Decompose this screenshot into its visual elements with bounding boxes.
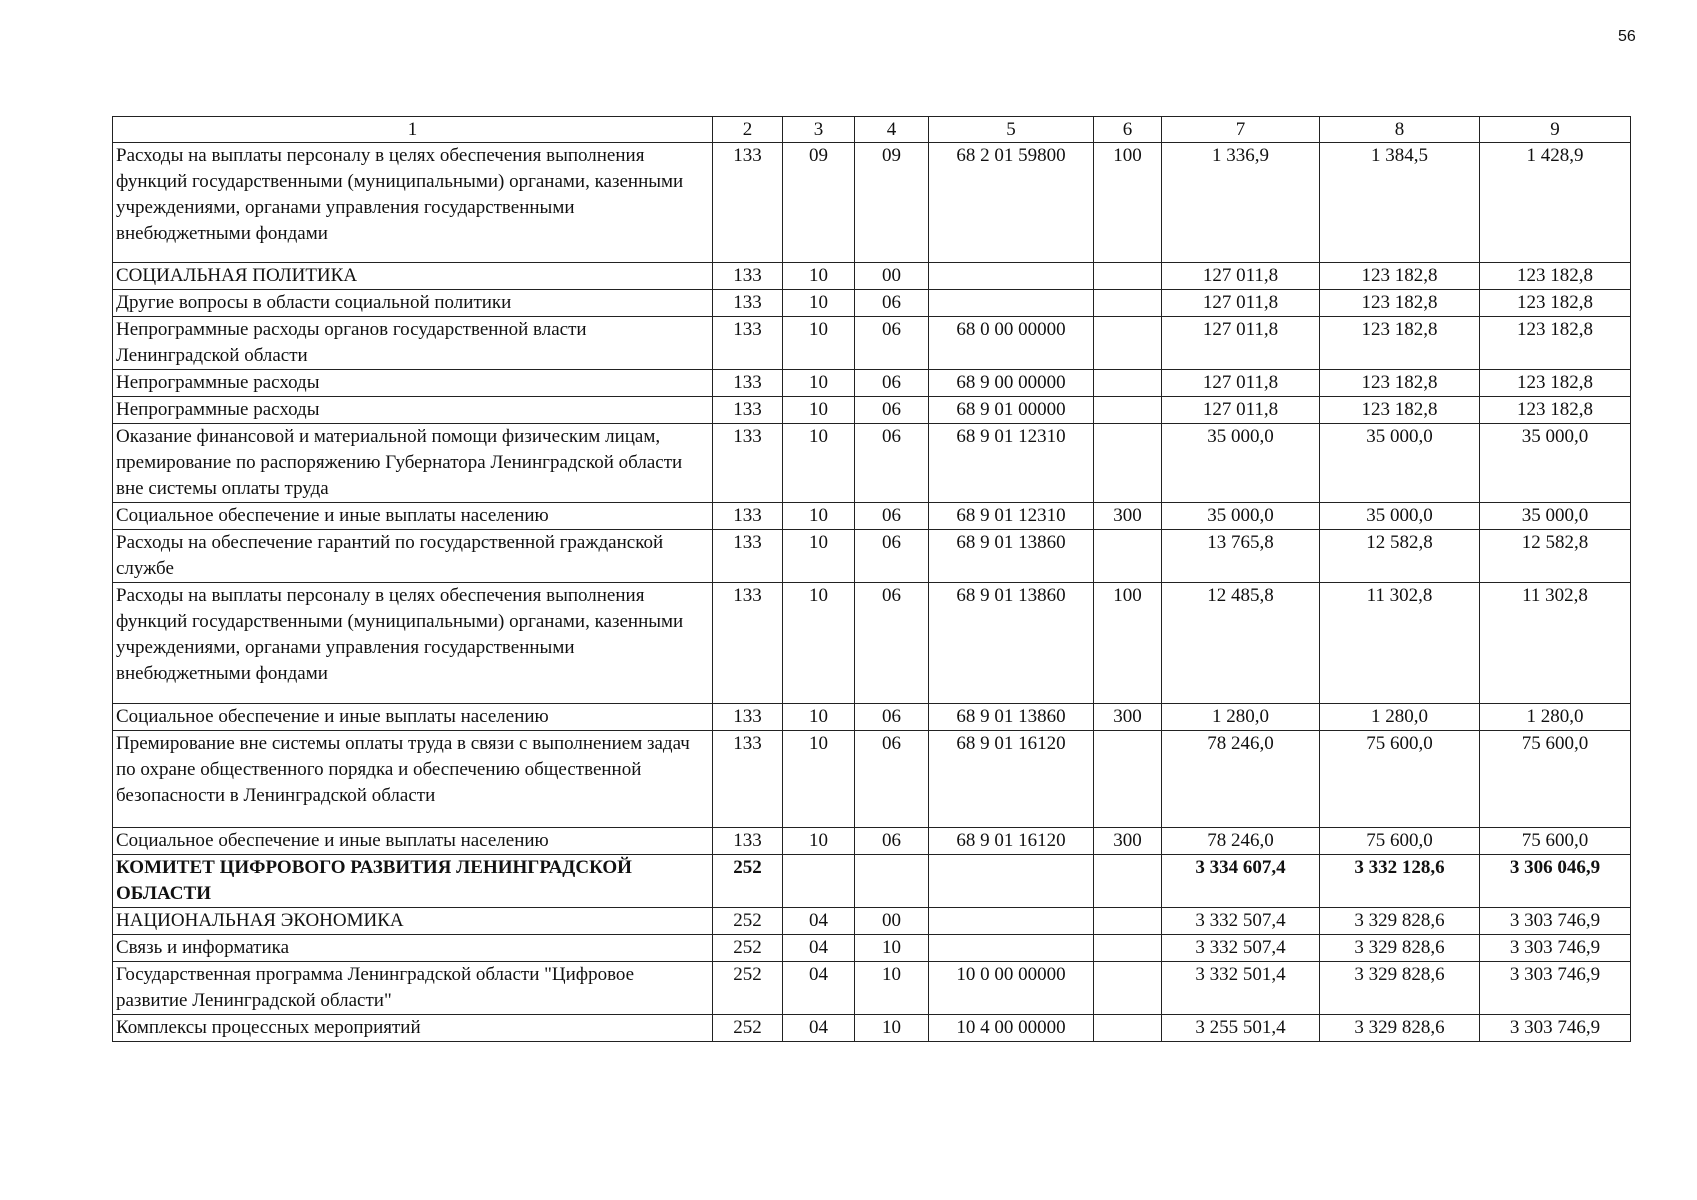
- expense-type-cell: [1094, 424, 1162, 503]
- amount-cell: 123 182,8: [1480, 370, 1631, 397]
- table-row: [113, 1015, 1631, 1042]
- amount-cell: 123 182,8: [1320, 370, 1480, 397]
- row-name-cell: НАЦИОНАЛЬНАЯ ЭКОНОМИКА: [113, 908, 713, 935]
- section-code-cell: 10: [783, 583, 855, 704]
- amount-cell: 75 600,0: [1320, 828, 1480, 855]
- amount-cell: 75 600,0: [1480, 731, 1631, 828]
- row-name-cell: Социальное обеспечение и иные выплаты населению: [113, 828, 713, 855]
- amount-cell: 35 000,0: [1480, 424, 1631, 503]
- section-code-cell: 10: [783, 828, 855, 855]
- ministry-code-cell: 133: [713, 397, 783, 424]
- subsection-code-cell: 00: [855, 263, 929, 290]
- amount-cell: 35 000,0: [1320, 424, 1480, 503]
- table-row: [113, 143, 1631, 263]
- target-article-cell: 68 2 01 59800: [929, 143, 1094, 263]
- section-code-cell: 10: [783, 530, 855, 583]
- subsection-code-cell: 06: [855, 424, 929, 503]
- row-name-cell: Расходы на выплаты персоналу в целях обеспечения выполнения функций государственными (муниципальными) органами, казенными учреждениями, органами управления государственными внебюджетными фондами: [113, 583, 713, 704]
- subsection-code-cell: 10: [855, 935, 929, 962]
- row-name-cell: Непрограммные расходы: [113, 397, 713, 424]
- table-row: [113, 530, 1631, 583]
- column-header: 3: [783, 117, 855, 143]
- amount-cell: 3 303 746,9: [1480, 962, 1631, 1015]
- amount-cell: 12 485,8: [1162, 583, 1320, 704]
- table-row: [113, 731, 1631, 828]
- amount-cell: 3 329 828,6: [1320, 962, 1480, 1015]
- target-article-cell: 68 9 01 00000: [929, 397, 1094, 424]
- target-article-cell: 10 0 00 00000: [929, 962, 1094, 1015]
- subsection-code-cell: [855, 855, 929, 908]
- subsection-code-cell: 09: [855, 143, 929, 263]
- amount-cell: 75 600,0: [1320, 731, 1480, 828]
- ministry-code-cell: 133: [713, 503, 783, 530]
- expense-type-cell: 300: [1094, 503, 1162, 530]
- subsection-code-cell: 06: [855, 317, 929, 370]
- table-row: [113, 397, 1631, 424]
- amount-cell: 123 182,8: [1480, 317, 1631, 370]
- subsection-code-cell: 06: [855, 731, 929, 828]
- amount-cell: 3 334 607,4: [1162, 855, 1320, 908]
- table-row: [113, 503, 1631, 530]
- section-code-cell: 10: [783, 397, 855, 424]
- table-row: [113, 263, 1631, 290]
- ministry-code-cell: 252: [713, 908, 783, 935]
- amount-cell: 1 384,5: [1320, 143, 1480, 263]
- ministry-code-cell: 133: [713, 317, 783, 370]
- expense-type-cell: [1094, 370, 1162, 397]
- row-name-cell: Непрограммные расходы: [113, 370, 713, 397]
- amount-cell: 13 765,8: [1162, 530, 1320, 583]
- table-row: [113, 855, 1631, 908]
- amount-cell: 3 329 828,6: [1320, 935, 1480, 962]
- target-article-cell: 68 9 01 16120: [929, 828, 1094, 855]
- subsection-code-cell: 06: [855, 530, 929, 583]
- expense-type-cell: [1094, 397, 1162, 424]
- amount-cell: 11 302,8: [1480, 583, 1631, 704]
- expense-type-cell: [1094, 908, 1162, 935]
- subsection-code-cell: 06: [855, 290, 929, 317]
- expense-type-cell: [1094, 1015, 1162, 1042]
- amount-cell: 3 329 828,6: [1320, 1015, 1480, 1042]
- amount-cell: 123 182,8: [1480, 263, 1631, 290]
- page-number: 56: [1618, 28, 1636, 45]
- expense-type-cell: [1094, 731, 1162, 828]
- target-article-cell: 68 9 01 16120: [929, 731, 1094, 828]
- amount-cell: 127 011,8: [1162, 290, 1320, 317]
- amount-cell: 3 332 507,4: [1162, 908, 1320, 935]
- section-code-cell: 10: [783, 370, 855, 397]
- row-name-cell: Связь и информатика: [113, 935, 713, 962]
- column-header: 2: [713, 117, 783, 143]
- amount-cell: 123 182,8: [1320, 263, 1480, 290]
- target-article-cell: 68 9 00 00000: [929, 370, 1094, 397]
- row-name-cell: Социальное обеспечение и иные выплаты населению: [113, 704, 713, 731]
- row-name-cell: Премирование вне системы оплаты труда в связи с выполнением задач по охране общественного порядка и обеспечению общественной безопасности в Ленинградской области: [113, 731, 713, 828]
- section-code-cell: 10: [783, 317, 855, 370]
- subsection-code-cell: 06: [855, 583, 929, 704]
- amount-cell: 1 336,9: [1162, 143, 1320, 263]
- target-article-cell: 68 9 01 13860: [929, 530, 1094, 583]
- table-row: [113, 828, 1631, 855]
- row-name-cell: Комплексы процессных мероприятий: [113, 1015, 713, 1042]
- table-row: [113, 583, 1631, 704]
- expense-type-cell: [1094, 263, 1162, 290]
- amount-cell: 3 329 828,6: [1320, 908, 1480, 935]
- table-row: [113, 290, 1631, 317]
- amount-cell: 35 000,0: [1162, 503, 1320, 530]
- row-name-cell: Расходы на выплаты персоналу в целях обеспечения выполнения функций государственными (муниципальными) органами, казенными учреждениями, органами управления государственными внебюджетными фондами: [113, 143, 713, 263]
- ministry-code-cell: 252: [713, 935, 783, 962]
- table-row: [113, 935, 1631, 962]
- column-number-row: [113, 117, 1631, 143]
- amount-cell: 3 303 746,9: [1480, 935, 1631, 962]
- amount-cell: 78 246,0: [1162, 731, 1320, 828]
- ministry-code-cell: 133: [713, 530, 783, 583]
- ministry-code-cell: 252: [713, 855, 783, 908]
- amount-cell: 3 306 046,9: [1480, 855, 1631, 908]
- subsection-code-cell: 06: [855, 503, 929, 530]
- subsection-code-cell: 06: [855, 828, 929, 855]
- table-row: [113, 370, 1631, 397]
- amount-cell: 3 303 746,9: [1480, 1015, 1631, 1042]
- target-article-cell: 68 9 01 12310: [929, 503, 1094, 530]
- ministry-code-cell: 133: [713, 143, 783, 263]
- target-article-cell: [929, 855, 1094, 908]
- section-code-cell: 10: [783, 424, 855, 503]
- amount-cell: 3 303 746,9: [1480, 908, 1631, 935]
- section-code-cell: 10: [783, 290, 855, 317]
- row-name-cell: Расходы на обеспечение гарантий по государственной гражданской службе: [113, 530, 713, 583]
- ministry-code-cell: 133: [713, 370, 783, 397]
- amount-cell: 1 280,0: [1162, 704, 1320, 731]
- amount-cell: 3 332 507,4: [1162, 935, 1320, 962]
- table-row: [113, 424, 1631, 503]
- target-article-cell: 68 0 00 00000: [929, 317, 1094, 370]
- column-header: 9: [1480, 117, 1631, 143]
- amount-cell: 3 255 501,4: [1162, 1015, 1320, 1042]
- ministry-code-cell: 252: [713, 1015, 783, 1042]
- column-header: 8: [1320, 117, 1480, 143]
- ministry-code-cell: 133: [713, 828, 783, 855]
- section-code-cell: 10: [783, 503, 855, 530]
- section-code-cell: 09: [783, 143, 855, 263]
- table-row: [113, 317, 1631, 370]
- amount-cell: 75 600,0: [1480, 828, 1631, 855]
- row-name-cell: Социальное обеспечение и иные выплаты населению: [113, 503, 713, 530]
- ministry-code-cell: 252: [713, 962, 783, 1015]
- amount-cell: 35 000,0: [1320, 503, 1480, 530]
- section-code-cell: 04: [783, 962, 855, 1015]
- ministry-code-cell: 133: [713, 290, 783, 317]
- amount-cell: 127 011,8: [1162, 397, 1320, 424]
- amount-cell: 12 582,8: [1320, 530, 1480, 583]
- amount-cell: 127 011,8: [1162, 317, 1320, 370]
- section-code-cell: 10: [783, 704, 855, 731]
- row-name-cell: Оказание финансовой и материальной помощи физическим лицам, премирование по распоряжению Губернатора Ленинградской области вне системы оплаты труда: [113, 424, 713, 503]
- target-article-cell: 68 9 01 13860: [929, 704, 1094, 731]
- amount-cell: 3 332 501,4: [1162, 962, 1320, 1015]
- amount-cell: 127 011,8: [1162, 370, 1320, 397]
- subsection-code-cell: 06: [855, 397, 929, 424]
- expense-type-cell: 300: [1094, 704, 1162, 731]
- column-header: 7: [1162, 117, 1320, 143]
- table-row: [113, 704, 1631, 731]
- target-article-cell: 68 9 01 13860: [929, 583, 1094, 704]
- expense-type-cell: 300: [1094, 828, 1162, 855]
- column-header: 5: [929, 117, 1094, 143]
- subsection-code-cell: 06: [855, 704, 929, 731]
- amount-cell: 123 182,8: [1480, 397, 1631, 424]
- ministry-code-cell: 133: [713, 424, 783, 503]
- subsection-code-cell: 06: [855, 370, 929, 397]
- amount-cell: 78 246,0: [1162, 828, 1320, 855]
- row-name-cell: СОЦИАЛЬНАЯ ПОЛИТИКА: [113, 263, 713, 290]
- section-code-cell: 04: [783, 1015, 855, 1042]
- row-name-cell: Другие вопросы в области социальной политики: [113, 290, 713, 317]
- expense-type-cell: [1094, 530, 1162, 583]
- section-code-cell: 04: [783, 908, 855, 935]
- amount-cell: 1 428,9: [1480, 143, 1631, 263]
- row-name-cell: КОМИТЕТ ЦИФРОВОГО РАЗВИТИЯ ЛЕНИНГРАДСКОЙ ОБЛАСТИ: [113, 855, 713, 908]
- expense-type-cell: [1094, 935, 1162, 962]
- target-article-cell: [929, 290, 1094, 317]
- row-name-cell: Непрограммные расходы органов государственной власти Ленинградской области: [113, 317, 713, 370]
- ministry-code-cell: 133: [713, 263, 783, 290]
- section-code-cell: 10: [783, 731, 855, 828]
- expense-type-cell: [1094, 290, 1162, 317]
- amount-cell: 123 182,8: [1320, 317, 1480, 370]
- subsection-code-cell: 00: [855, 908, 929, 935]
- expense-type-cell: [1094, 962, 1162, 1015]
- expense-type-cell: [1094, 317, 1162, 370]
- amount-cell: 35 000,0: [1162, 424, 1320, 503]
- expense-type-cell: 100: [1094, 583, 1162, 704]
- row-name-cell: Государственная программа Ленинградской области "Цифровое развитие Ленинградской области": [113, 962, 713, 1015]
- target-article-cell: 10 4 00 00000: [929, 1015, 1094, 1042]
- budget-table: [112, 116, 1631, 1042]
- amount-cell: 3 332 128,6: [1320, 855, 1480, 908]
- ministry-code-cell: 133: [713, 731, 783, 828]
- amount-cell: 35 000,0: [1480, 503, 1631, 530]
- subsection-code-cell: 10: [855, 962, 929, 1015]
- target-article-cell: [929, 263, 1094, 290]
- amount-cell: 1 280,0: [1480, 704, 1631, 731]
- amount-cell: 123 182,8: [1320, 290, 1480, 317]
- target-article-cell: [929, 908, 1094, 935]
- subsection-code-cell: 10: [855, 1015, 929, 1042]
- amount-cell: 127 011,8: [1162, 263, 1320, 290]
- target-article-cell: 68 9 01 12310: [929, 424, 1094, 503]
- column-header: 1: [113, 117, 713, 143]
- amount-cell: 12 582,8: [1480, 530, 1631, 583]
- amount-cell: 1 280,0: [1320, 704, 1480, 731]
- amount-cell: 11 302,8: [1320, 583, 1480, 704]
- column-header: 6: [1094, 117, 1162, 143]
- table-row: [113, 962, 1631, 1015]
- ministry-code-cell: 133: [713, 583, 783, 704]
- section-code-cell: [783, 855, 855, 908]
- section-code-cell: 04: [783, 935, 855, 962]
- section-code-cell: 10: [783, 263, 855, 290]
- ministry-code-cell: 133: [713, 704, 783, 731]
- target-article-cell: [929, 935, 1094, 962]
- table-row: [113, 908, 1631, 935]
- expense-type-cell: 100: [1094, 143, 1162, 263]
- amount-cell: 123 182,8: [1480, 290, 1631, 317]
- expense-type-cell: [1094, 855, 1162, 908]
- column-header: 4: [855, 117, 929, 143]
- amount-cell: 123 182,8: [1320, 397, 1480, 424]
